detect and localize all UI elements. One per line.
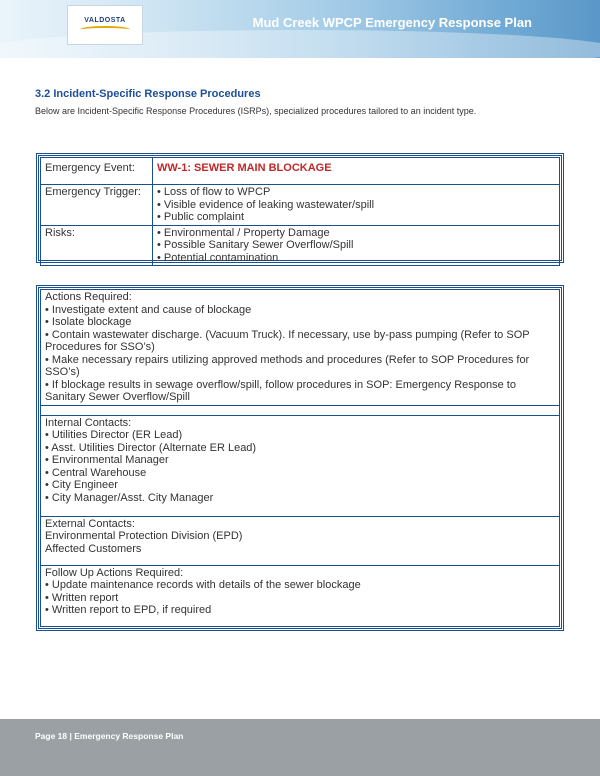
page-footer xyxy=(0,719,600,776)
list-item: • Contain wastewater discharge. (Vacuum Truck). If necessary, use by-pass pumping (Refer to SOP Procedures for SSO’s) xyxy=(45,328,530,353)
event-value: WW-1: SEWER MAIN BLOCKAGE xyxy=(153,158,560,185)
footer-text: Page 18 | Emergency Response Plan xyxy=(35,731,184,741)
list-item: • Central Warehouse xyxy=(45,466,147,479)
list-item: • Investigate extent and cause of blockage xyxy=(45,303,252,316)
list-item: • Asst. Utilities Director (Alternate ER Lead) xyxy=(45,441,257,454)
list-item: • If blockage results in sewage overflow/spill, follow procedures in SOP: Emergency Response to Sanitary Sewer Overflow/Spill xyxy=(45,378,516,403)
internal-heading: Internal Contacts: xyxy=(45,416,132,429)
trigger-label: Emergency Trigger: xyxy=(41,185,153,226)
response-details-table xyxy=(36,285,564,631)
actions-cell xyxy=(41,290,560,406)
page-header xyxy=(0,0,600,58)
list-item: • City Manager/Asst. City Manager xyxy=(45,491,214,504)
list-item: • Public complaint xyxy=(157,211,245,223)
followup-cell xyxy=(41,565,560,627)
section-title: 3.2 Incident-Specific Response Procedures xyxy=(35,88,261,100)
external-heading: External Contacts: xyxy=(45,517,135,530)
list-item: Environmental Protection Division (EPD) xyxy=(45,530,243,542)
internal-contacts-cell xyxy=(41,415,560,516)
section-intro: Below are Incident-Specific Response Procedures (ISRPs), specialized procedures tailored to an incident type. xyxy=(35,106,477,116)
event-summary-table xyxy=(36,153,564,263)
list-item: • City Engineer xyxy=(45,479,118,491)
logo-text: VALDOSTA xyxy=(84,17,126,24)
list-item: • Loss of flow to WPCP xyxy=(157,186,271,198)
event-label: Emergency Event: xyxy=(41,158,153,185)
list-item: • Utilities Director (ER Lead) xyxy=(45,429,183,441)
list-item: • Written report to EPD, if required xyxy=(45,604,212,616)
list-item: Affected Customers xyxy=(45,542,142,555)
list-item: • Isolate blockage xyxy=(45,316,132,328)
external-contacts-cell xyxy=(41,516,560,565)
list-item: • Make necessary repairs utilizing approved methods and procedures (Refer to SOP Procedures for SSO’s) xyxy=(45,353,530,378)
list-item: • Update maintenance records with details of the sewer blockage xyxy=(45,579,361,591)
spacer-cell xyxy=(41,405,560,415)
risks-list xyxy=(153,225,560,266)
actions-heading: Actions Required: xyxy=(45,291,132,303)
list-item: • Environmental Manager xyxy=(45,454,169,466)
trigger-list xyxy=(153,185,560,226)
followup-heading: Follow Up Actions Required: xyxy=(45,566,184,579)
risks-label: Risks: xyxy=(41,225,153,266)
list-item: • Visible evidence of leaking wastewater/spill xyxy=(157,198,375,211)
valdosta-logo xyxy=(67,5,143,45)
list-item: • Possible Sanitary Sewer Overflow/Spill xyxy=(157,239,354,251)
list-item: • Potential contamination xyxy=(157,251,279,264)
document-title: Mud Creek WPCP Emergency Response Plan xyxy=(252,15,532,30)
list-item: • Written report xyxy=(45,591,119,604)
logo-swoosh xyxy=(80,26,130,33)
list-item: • Environmental / Property Damage xyxy=(157,226,330,239)
